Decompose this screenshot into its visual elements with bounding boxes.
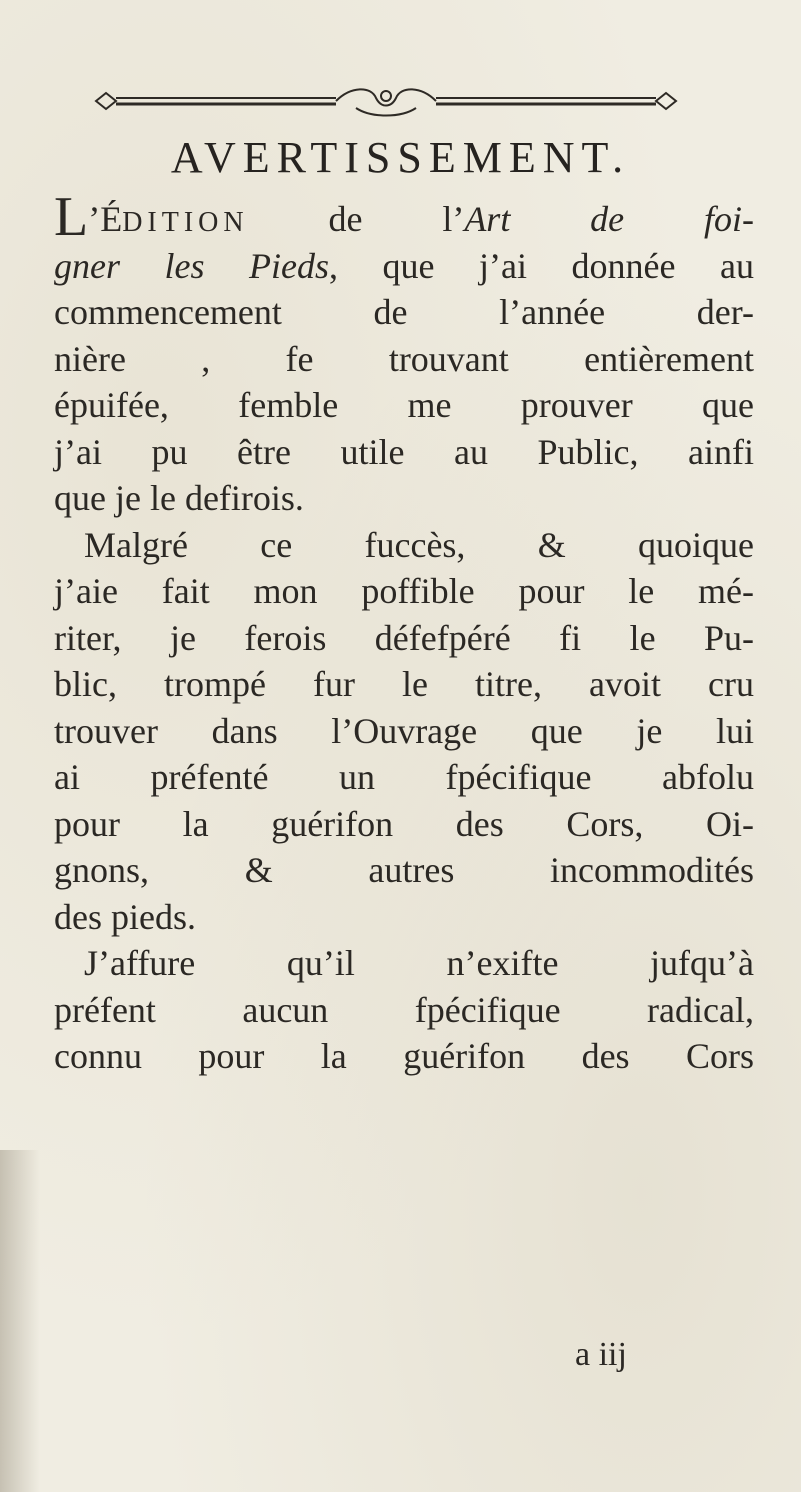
decorative-header-ornament (86, 78, 686, 124)
text-line: épuifée, femble me prouver que (54, 385, 754, 425)
text-line: blic, trompé fur le titre, avoit cru (54, 664, 754, 704)
text-line: que je le defirois. (54, 478, 304, 518)
text-line: L’ÉDITION de l’Art de foi- (54, 186, 754, 248)
text-line: gnons, & autres incommodités (54, 850, 754, 890)
text-line: pour la guérifon des Cors, Oi- (54, 803, 754, 844)
text-line: J’affure qu’il n’exifte jufqu’à (84, 943, 754, 983)
text-line: Malgré ce fuccès, & quoique (84, 524, 754, 565)
text-line: des pieds. (54, 896, 196, 937)
text-line: ai préfenté un fpécifique abfolu (54, 757, 754, 797)
text-line: trouver dans l’Ouvrage que je lui (54, 710, 754, 751)
drop-cap: L (54, 186, 89, 248)
text-line: riter, je ferois défefpéré fi le Pu- (54, 617, 754, 658)
text-line: gner les Pieds, que j’ai donnée au (54, 245, 754, 286)
signature-mark: a iij (575, 1336, 627, 1373)
page-edge-shadow (0, 1150, 40, 1492)
page-title: AVERTISSEMENT. (170, 133, 631, 182)
text-line: j’ai pu être utile au Public, ainfi (54, 431, 754, 472)
text-line: nière , fe trouvant entièrement (54, 338, 754, 379)
body-text (54, 186, 754, 1080)
text-line: connu pour la guérifon des Cors (54, 1036, 754, 1076)
text-line: préfent aucun fpécifique radical, (54, 989, 754, 1030)
text-line: j’aie fait mon poffible pour le mé- (54, 571, 754, 611)
text-line: commencement de l’année der- (54, 292, 754, 332)
